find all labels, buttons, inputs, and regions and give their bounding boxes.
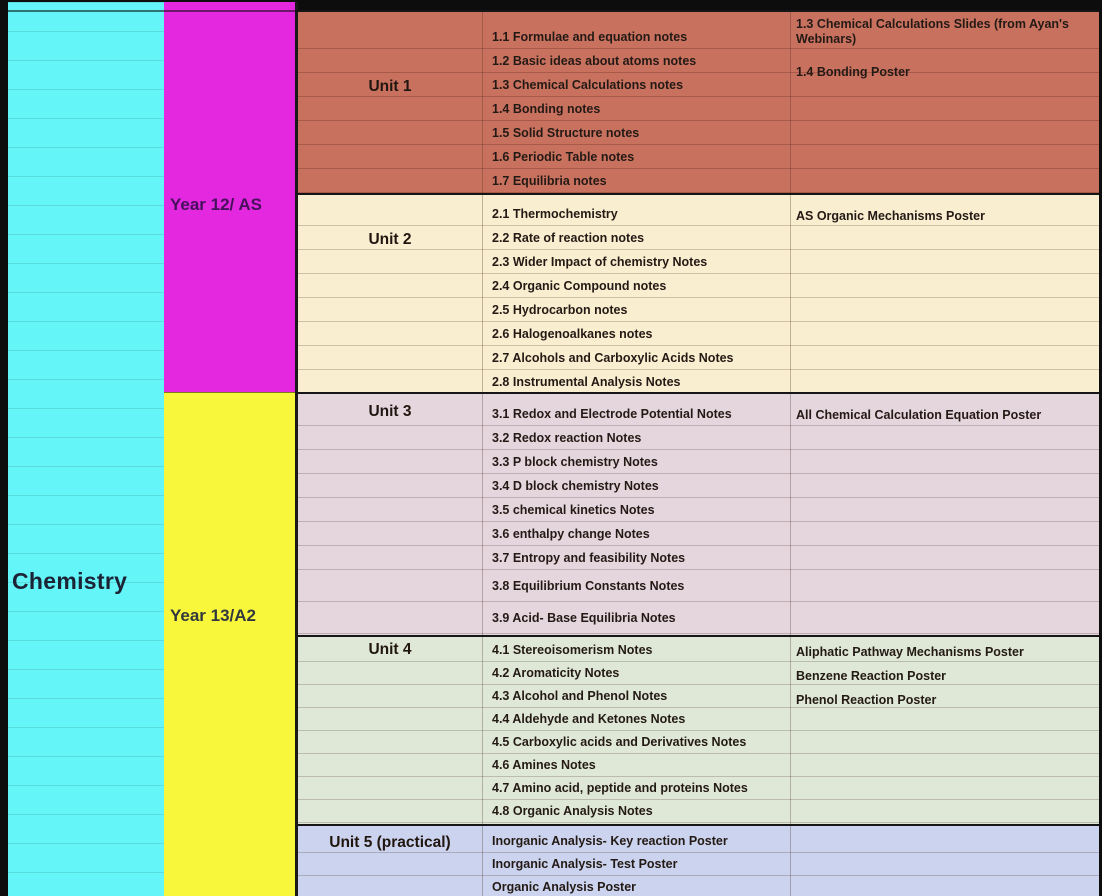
poster-cell[interactable]: Benzene Reaction Poster — [796, 668, 947, 683]
note-cell[interactable]: 3.5 chemical kinetics Notes — [492, 502, 655, 517]
poster-cell[interactable]: All Chemical Calculation Equation Poster — [796, 407, 1042, 422]
note-cell[interactable]: 3.8 Equilibrium Constants Notes — [492, 578, 685, 593]
note-cell[interactable]: 2.3 Wider Impact of chemistry Notes — [492, 254, 708, 269]
poster-cell[interactable]: Aliphatic Pathway Mechanisms Poster — [796, 644, 1024, 659]
note-cell[interactable]: 4.4 Aldehyde and Ketones Notes — [492, 712, 686, 726]
unit-label-cell[interactable]: Unit 1 — [368, 78, 412, 95]
unit-label-cell[interactable]: Unit 5 (practical) — [329, 834, 451, 851]
unit-section — [298, 193, 1099, 392]
year-column — [164, 2, 298, 896]
note-cell[interactable]: 1.1 Formulae and equation notes — [492, 29, 688, 44]
unit-label-cell[interactable]: Unit 3 — [368, 403, 412, 420]
poster-column — [790, 195, 1099, 392]
note-cell[interactable]: 3.9 Acid- Base Equilibria Notes — [492, 610, 676, 625]
column-gridline — [482, 394, 483, 635]
note-cell[interactable]: 4.1 Stereoisomerism Notes — [492, 643, 653, 657]
note-cell[interactable]: 3.1 Redox and Electrode Potential Notes — [492, 406, 732, 421]
note-cell[interactable]: 4.2 Aromaticity Notes — [492, 666, 620, 680]
note-cell[interactable]: 1.7 Equilibria notes — [492, 173, 607, 188]
note-cell[interactable]: 3.4 D block chemistry Notes — [492, 478, 659, 493]
note-cell[interactable]: 2.4 Organic Compound notes — [492, 278, 667, 293]
poster-cell[interactable]: 1.3 Chemical Calculations Slides (from Ayan's Webinars) — [796, 17, 1069, 46]
note-cell[interactable]: 3.2 Redox reaction Notes — [492, 430, 642, 445]
note-cell[interactable]: 2.7 Alcohols and Carboxylic Acids Notes — [492, 350, 734, 365]
note-cell[interactable]: 2.8 Instrumental Analysis Notes — [492, 374, 681, 389]
poster-cell[interactable]: Phenol Reaction Poster — [796, 692, 937, 707]
note-cell[interactable]: 4.8 Organic Analysis Notes — [492, 804, 653, 818]
note-cell[interactable]: 2.2 Rate of reaction notes — [492, 230, 645, 245]
subject-label-cell[interactable]: Chemistry — [12, 568, 128, 594]
unit-section — [298, 10, 1099, 193]
poster-column — [790, 394, 1099, 635]
poster-cell[interactable]: 1.4 Bonding Poster — [796, 64, 910, 79]
subject-column — [8, 2, 164, 896]
column-gridline — [482, 826, 483, 896]
year13-block — [164, 392, 295, 896]
unit-section — [298, 392, 1099, 635]
note-cell[interactable]: 3.6 enthalpy change Notes — [492, 526, 650, 541]
note-cell[interactable]: Inorganic Analysis- Test Poster — [492, 857, 678, 871]
unit-section — [298, 635, 1099, 824]
unit-section — [298, 824, 1099, 896]
top-border-line — [8, 10, 298, 12]
note-cell[interactable]: 2.6 Halogenoalkanes notes — [492, 326, 653, 341]
note-cell[interactable]: 1.4 Bonding notes — [492, 101, 601, 116]
note-cell[interactable]: Organic Analysis Poster — [492, 880, 637, 894]
poster-column — [790, 826, 1099, 896]
unit-label-cell[interactable]: Unit 4 — [368, 641, 412, 658]
unit-label-cell[interactable]: Unit 2 — [368, 231, 412, 248]
note-cell[interactable]: 1.3 Chemical Calculations notes — [492, 77, 684, 92]
note-cell[interactable]: 4.6 Amines Notes — [492, 758, 596, 772]
poster-column — [790, 637, 1099, 824]
note-cell[interactable]: 1.2 Basic ideas about atoms notes — [492, 53, 697, 68]
note-cell[interactable]: 4.3 Alcohol and Phenol Notes — [492, 689, 668, 703]
note-cell[interactable]: 1.6 Periodic Table notes — [492, 149, 635, 164]
column-gridline — [482, 195, 483, 392]
note-cell[interactable]: 2.5 Hydrocarbon notes — [492, 302, 628, 317]
year13-label-cell[interactable]: Year 13/A2 — [170, 606, 257, 625]
note-cell[interactable]: 3.3 P block chemistry Notes — [492, 454, 658, 469]
note-cell[interactable]: 2.1 Thermochemistry — [492, 206, 618, 221]
poster-cell[interactable]: AS Organic Mechanisms Poster — [796, 208, 985, 223]
year12-label-cell[interactable]: Year 12/ AS — [170, 195, 262, 214]
column-gridline — [482, 637, 483, 824]
note-cell[interactable]: Inorganic Analysis- Key reaction Poster — [492, 834, 728, 848]
poster-column — [790, 12, 1099, 193]
note-cell[interactable]: 1.5 Solid Structure notes — [492, 125, 640, 140]
note-cell[interactable]: 4.5 Carboxylic acids and Derivatives Notes — [492, 735, 747, 749]
unit-sections — [298, 0, 1099, 896]
note-cell[interactable]: 3.7 Entropy and feasibility Notes — [492, 550, 686, 565]
column-gridline — [482, 12, 483, 193]
note-cell[interactable]: 4.7 Amino acid, peptide and proteins Notes — [492, 781, 748, 795]
